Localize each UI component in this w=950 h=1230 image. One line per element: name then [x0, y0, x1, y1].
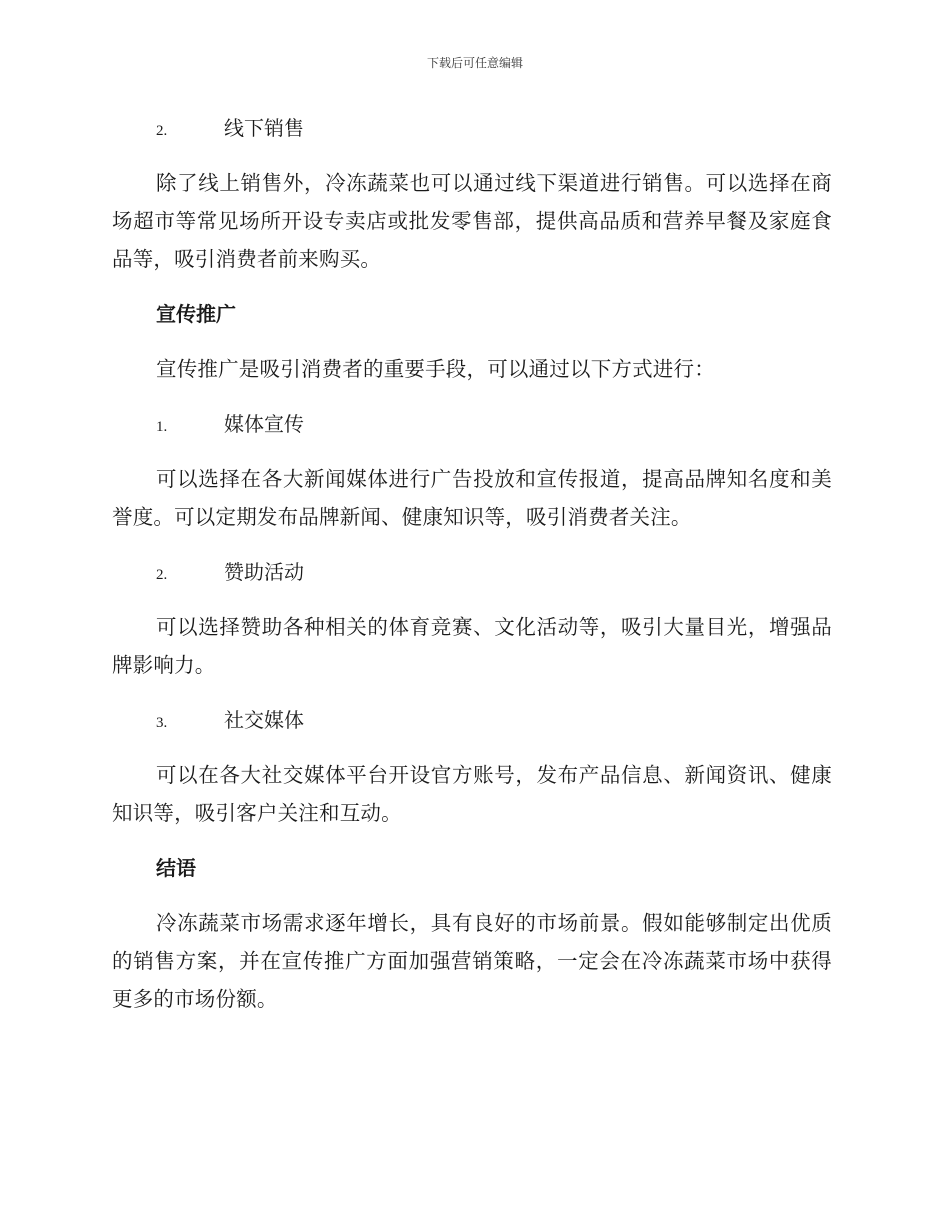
section-heading-conclusion: 结语 [156, 856, 196, 880]
paragraph-sponsorship: 可以选择赞助各种相关的体育竞赛、文化活动等，吸引大量目光，增强品牌影响力。 [112, 615, 832, 677]
paragraph-offline-sales: 除了线上销售外，冷冻蔬菜也可以通过线下渠道进行销售。可以选择在商场超市等常见场所开设专卖店或批发零售部，提供高品质和营养早餐及家庭食品等，吸引消费者前来购买。 [112, 171, 832, 271]
list-label: 赞助活动 [224, 560, 304, 584]
list-number: 1. [156, 419, 168, 435]
document-body [112, 108, 832, 1034]
list-label: 媒体宣传 [224, 412, 304, 436]
list-label: 社交媒体 [224, 708, 304, 732]
paragraph-social-media: 可以在各大社交媒体平台开设官方账号，发布产品信息、新闻资讯、健康知识等，吸引客户关注和互动。 [112, 763, 832, 825]
list-label: 线下销售 [224, 116, 304, 140]
list-number: 3. [156, 715, 168, 731]
paragraph-conclusion: 冷冻蔬菜市场需求逐年增长，具有良好的市场前景。假如能够制定出优质的销售方案，并在宣传推广方面加强营销策略，一定会在冷冻蔬菜市场中获得更多的市场份额。 [112, 911, 832, 1011]
list-item-media [112, 404, 832, 444]
paragraph-media: 可以选择在各大新闻媒体进行广告投放和宣传报道，提高品牌知名度和美誉度。可以定期发布品牌新闻、健康知识等，吸引消费者关注。 [112, 467, 832, 529]
list-number: 2. [156, 567, 168, 583]
list-item-social-media [112, 700, 832, 740]
page-header: 下载后可任意编辑 [426, 56, 523, 70]
section-heading-promotion: 宣传推广 [156, 302, 236, 326]
list-item-offline-sales [112, 108, 832, 148]
list-item-sponsorship [112, 552, 832, 592]
list-number: 2. [156, 123, 168, 139]
paragraph-promotion-intro: 宣传推广是吸引消费者的重要手段，可以通过以下方式进行： [156, 357, 715, 381]
